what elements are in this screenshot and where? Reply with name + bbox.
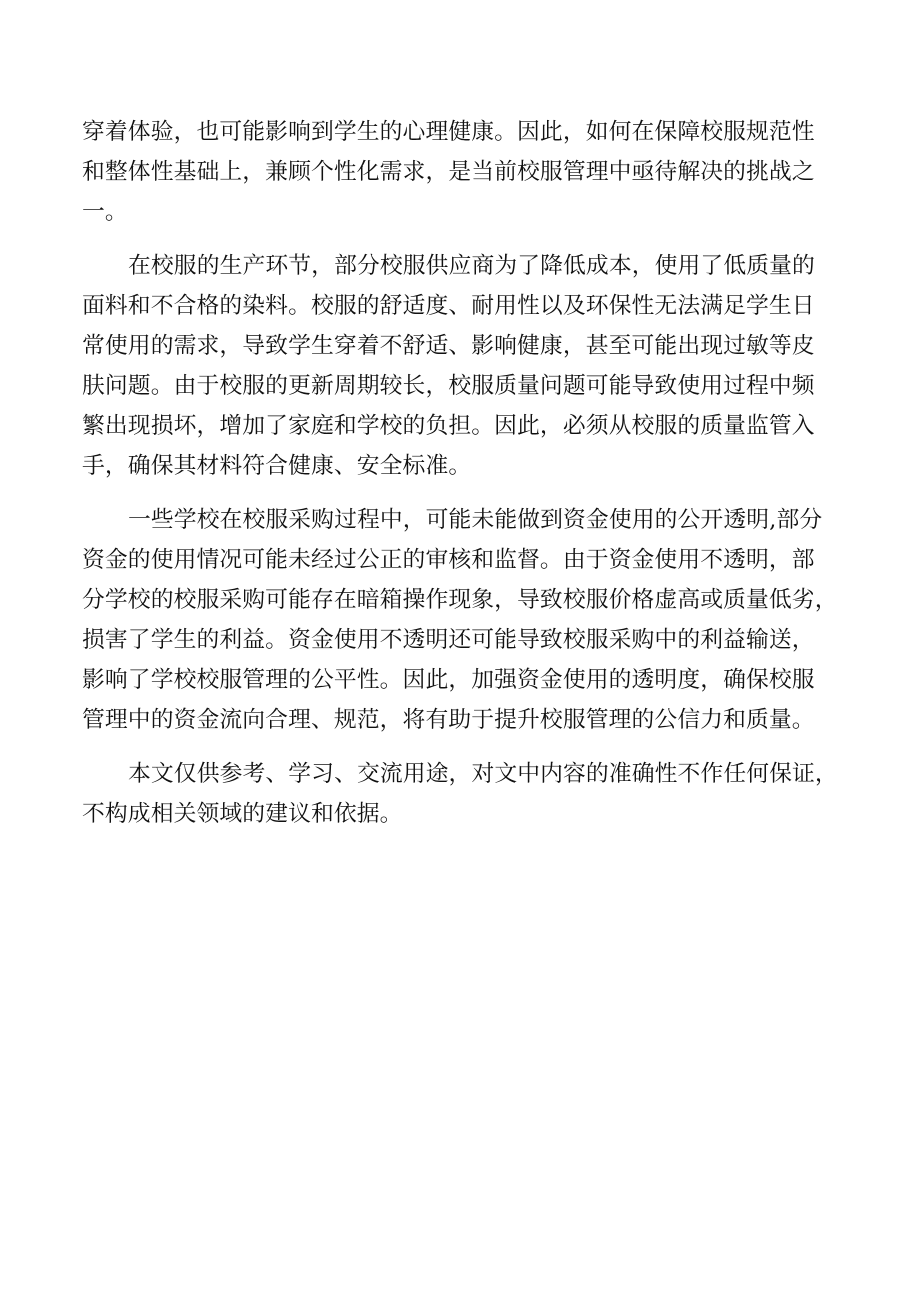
paragraph-3-line-3: 分学校的校服采购可能存在暗箱操作现象，导致校服价格虚高或质量低劣，	[82, 587, 838, 613]
paragraph-3-line-4: 损害了学生的利益。资金使用不透明还可能导致校服采购中的利益输送，	[82, 627, 815, 653]
paragraph-2-line-1: 在校服的生产环节，部分校服供应商为了降低成本，使用了低质量的	[128, 253, 815, 279]
paragraph-2	[82, 246, 842, 486]
paragraph-2-line-6: 手，确保其材料符合健康、安全标准。	[82, 453, 472, 479]
paragraph-3-line-2: 资金的使用情况可能未经过公正的审核和监督。由于资金使用不透明，部	[82, 547, 815, 573]
paragraph-2-line-3: 常使用的需求，导致学生穿着不舒适、影响健康，甚至可能出现过敏等皮	[82, 333, 815, 359]
paragraph-2-line-4: 肤问题。由于校服的更新周期较长，校服质量问题可能导致使用过程中频	[82, 373, 815, 399]
paragraph-3-line-5: 影响了学校校服管理的公平性。因此，加强资金使用的透明度，确保校服	[82, 667, 815, 693]
paragraph-2-line-2: 面料和不合格的染料。校服的舒适度、耐用性以及环保性无法满足学生日	[82, 293, 815, 319]
paragraph-3-line-1: 一些学校在校服采购过程中，可能未能做到资金使用的公开透明,部分	[128, 507, 823, 533]
paragraph-2-line-5: 繁出现损坏，增加了家庭和学校的负担。因此，必须从校服的质量监管入	[82, 413, 815, 439]
paragraph-1-line-3: 一。	[82, 199, 128, 225]
paragraph-3	[82, 500, 842, 740]
paragraph-4	[82, 754, 842, 834]
document-body	[82, 112, 842, 848]
paragraph-1	[82, 112, 842, 232]
paragraph-3-line-6: 管理中的资金流向合理、规范，将有助于提升校服管理的公信力和质量。	[82, 707, 815, 733]
paragraph-4-line-1: 本文仅供参考、学习、交流用途，对文中内容的准确性不作任何保证，	[128, 761, 838, 787]
paragraph-1-line-2: 和整体性基础上，兼顾个性化需求，是当前校服管理中亟待解决的挑战之	[82, 159, 815, 185]
paragraph-1-line-1: 穿着体验，也可能影响到学生的心理健康。因此，如何在保障校服规范性	[82, 119, 815, 145]
paragraph-4-line-2: 不构成相关领域的建议和依据。	[82, 801, 403, 827]
